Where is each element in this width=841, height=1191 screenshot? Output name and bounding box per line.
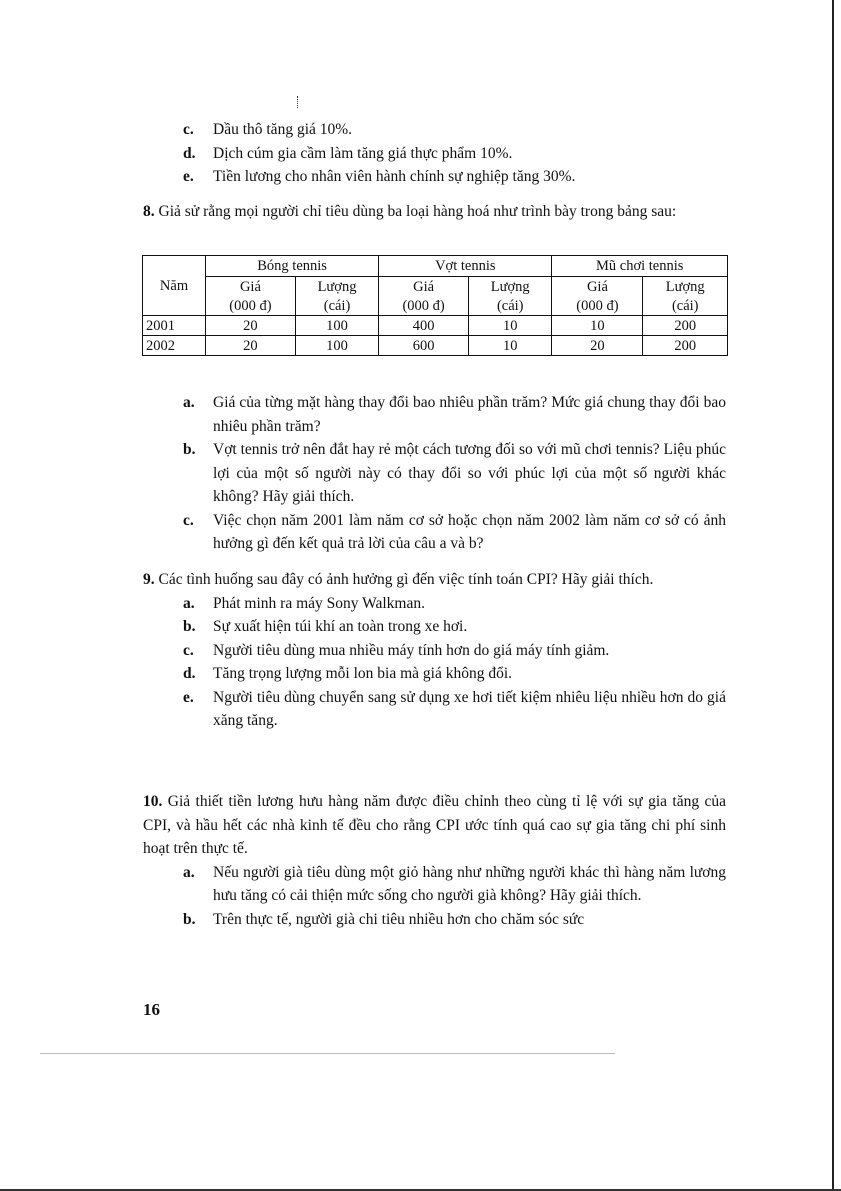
question-text: Các tình huống sau đây có ảnh hưởng gì đến việc tính toán CPI? Hãy giải thích. — [158, 571, 654, 588]
scan-mark — [297, 96, 299, 108]
top-items — [143, 118, 726, 189]
unit-header: (cái) — [469, 296, 552, 316]
question-text: Giả thiết tiền lương hưu hàng năm được điều chỉnh theo cùng tỉ lệ với sự gia tăng của CPI, và hầu hết các nhà kinh tế đều cho rằng CPI ước tính quá cao sự gia tăng chi phí sinh hoạt trên thực tế. — [143, 793, 727, 857]
sub-header: Lượng — [643, 277, 728, 297]
list-item: c. Việc chọn năm 2001 làm năm cơ sở hoặc chọn năm 2002 làm năm cơ sở có ảnh hưởng gì đến kết quả trả lời của câu a và b? — [183, 511, 726, 552]
list-item: e. Người tiêu dùng chuyển sang sử dụng xe hơi tiết kiệm nhiêu liệu nhiều hơn do giá xăng tăng. — [183, 688, 726, 729]
question-9 — [143, 568, 726, 733]
sub-header: Giá — [552, 277, 643, 297]
footer-rule — [40, 1053, 615, 1054]
list-item: d. Dịch cúm gia cầm làm tăng giá thực phẩm 10%. — [183, 144, 513, 162]
question-number: 8. — [143, 203, 155, 220]
sub-header: Lượng — [469, 277, 552, 297]
question-text: Giả sử rằng mọi người chỉ tiêu dùng ba loại hàng hoá như trình bày trong bảng sau: — [158, 203, 677, 220]
list-item: a. Nếu người già tiêu dùng một giỏ hàng như những người khác thì hàng năm lương hưu tăng có cải thiện mức sống cho người già không? Hãy giải thích. — [183, 863, 726, 904]
question-number: 10. — [143, 793, 163, 810]
list-item: b. Vợt tennis trở nên đắt hay rẻ một cách tương đối so với mũ chơi tennis? Liệu phúc lợi của một số người này có thay đổi so với phúc lợi của một số người khác không? Hãy giải thích. — [183, 441, 726, 505]
list-item: c. Dầu thô tăng giá 10%. — [183, 121, 353, 138]
question-8-items — [143, 391, 726, 556]
list-item: c. Người tiêu dùng mua nhiều máy tính hơn do giá máy tính giảm. — [183, 641, 610, 659]
question-10 — [143, 790, 726, 931]
unit-header: (000 đ) — [552, 296, 643, 316]
sub-header: Giá — [206, 277, 296, 297]
list-item: a. Giá của từng mặt hàng thay đổi bao nhiêu phần trăm? Mức giá chung thay đổi bao nhiêu phần trăm? — [183, 394, 726, 435]
question-number: 9. — [143, 571, 155, 588]
sub-header: Lượng — [295, 277, 378, 297]
price-quantity-table — [142, 255, 728, 356]
page-number: 16 — [143, 1000, 160, 1019]
list-item: b. Trên thực tế, người già chi tiêu nhiều hơn cho chăm sóc sức — [183, 910, 585, 928]
page-edge-right — [832, 0, 834, 1191]
year-header: Năm — [143, 256, 206, 316]
unit-header: (cái) — [295, 296, 378, 316]
question-8 — [143, 200, 726, 224]
list-item: b. Sự xuất hiện túi khí an toàn trong xe hơi. — [183, 618, 468, 635]
group-header: Vợt tennis — [379, 256, 552, 277]
group-header: Bóng tennis — [206, 256, 379, 277]
list-item: e. Tiền lương cho nhân viên hành chính sự nghiệp tăng 30%. — [183, 168, 576, 185]
table-row: 2001 20 100 400 10 10 200 — [143, 316, 728, 336]
sub-header: Giá — [379, 277, 469, 297]
list-item: a. Phát minh ra máy Sony Walkman. — [183, 594, 425, 612]
unit-header: (cái) — [643, 296, 728, 316]
list-item: d. Tăng trọng lượng mỗi lon bia mà giá không đổi. — [183, 665, 513, 682]
unit-header: (000 đ) — [206, 296, 296, 316]
unit-header: (000 đ) — [379, 296, 469, 316]
group-header: Mũ chơi tennis — [552, 256, 728, 277]
table-row: 2002 20 100 600 10 20 200 — [143, 336, 728, 356]
